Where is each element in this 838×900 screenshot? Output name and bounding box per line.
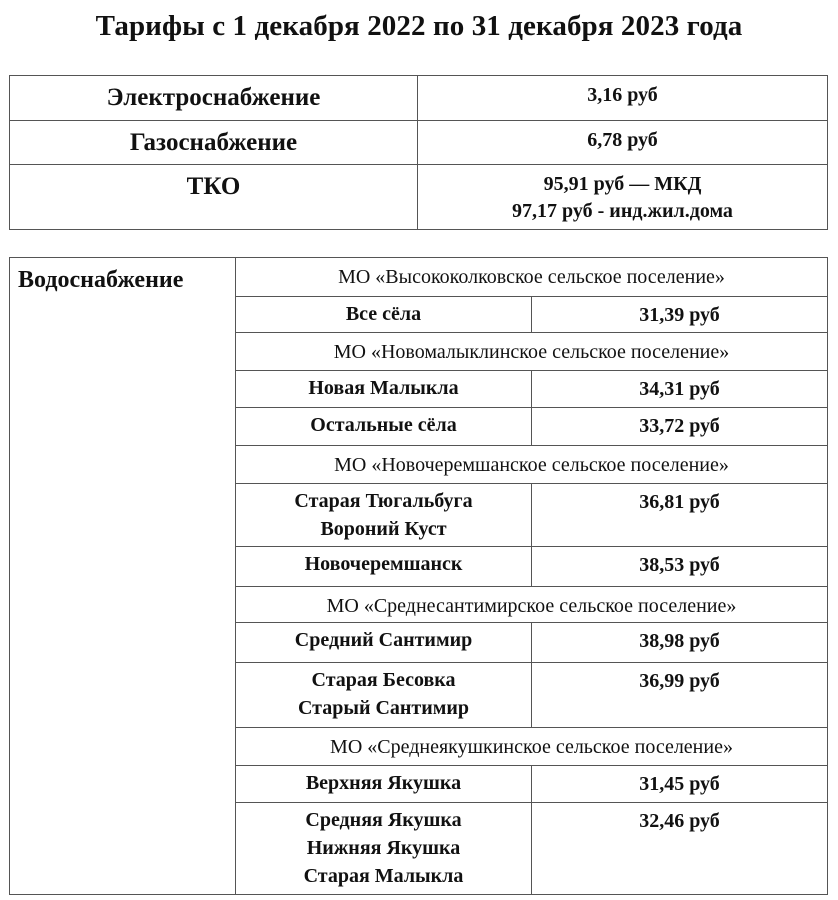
village-cell xyxy=(236,408,532,446)
price-cell: 38,53 руб xyxy=(532,547,828,587)
village-cell xyxy=(236,663,532,728)
price-cell: 36,99 руб xyxy=(532,663,828,728)
value-line: 3,16 руб xyxy=(587,84,658,106)
price-cell: 33,72 руб xyxy=(532,408,828,446)
mo-header-row xyxy=(10,258,828,297)
page-title: Тарифы с 1 декабря 2022 по 31 декабря 2023 года xyxy=(95,10,743,42)
mo-header: МО «Среднеякушкинское сельское поселение» xyxy=(236,728,828,766)
village-name: Средняя Якушка xyxy=(305,809,462,831)
water-supply-label: Водоснабжение xyxy=(10,258,236,895)
water-tariff-table xyxy=(9,257,828,895)
utility-label: Газоснабжение xyxy=(10,121,418,165)
table-row xyxy=(10,121,828,165)
village-cell xyxy=(236,803,532,895)
price-cell: 31,45 руб xyxy=(532,766,828,803)
table-row xyxy=(10,165,828,230)
utility-value xyxy=(418,76,828,121)
utility-value xyxy=(418,165,828,230)
utility-value xyxy=(418,121,828,165)
village-name: Старая Тюгальбуга xyxy=(294,490,473,512)
mo-header: МО «Новочеремшанское сельское поселение» xyxy=(236,446,828,484)
table-row xyxy=(10,76,828,121)
mo-header: МО «Новомалыклинское сельское поселение» xyxy=(236,333,828,371)
village-name: Все сёла xyxy=(345,303,422,325)
utilities-tariff-table xyxy=(9,75,828,230)
village-name: Нижняя Якушка xyxy=(306,837,461,859)
mo-header: МО «Высококолковское сельское поселение» xyxy=(236,258,828,297)
price-cell: 32,46 руб xyxy=(532,803,828,895)
village-name: Вороний Куст xyxy=(320,518,447,540)
village-name: Верхняя Якушка xyxy=(305,772,462,794)
village-cell xyxy=(236,297,532,333)
village-name: Остальные сёла xyxy=(310,414,457,436)
village-cell xyxy=(236,371,532,408)
price-cell: 38,98 руб xyxy=(532,623,828,663)
village-name: Средний Сантимир xyxy=(294,629,473,651)
village-cell xyxy=(236,484,532,547)
village-cell xyxy=(236,766,532,803)
value-line: 97,17 руб - инд.жил.дома xyxy=(512,200,733,222)
price-cell: 36,81 руб xyxy=(532,484,828,547)
value-line: 95,91 руб — МКД xyxy=(543,173,702,195)
village-cell xyxy=(236,547,532,587)
value-line: 6,78 руб xyxy=(587,129,658,151)
utility-label: ТКО xyxy=(10,165,418,230)
price-cell: 31,39 руб xyxy=(532,297,828,333)
utility-label: Электроснабжение xyxy=(10,76,418,121)
village-name: Новочеремшанск xyxy=(304,553,463,575)
village-cell xyxy=(236,623,532,663)
village-name: Новая Малыкла xyxy=(308,377,459,399)
price-cell: 34,31 руб xyxy=(532,371,828,408)
mo-header: МО «Среднесантимирское сельское поселение» xyxy=(236,587,828,623)
village-name: Старый Сантимир xyxy=(297,697,470,719)
village-name: Старая Бесовка xyxy=(311,669,456,691)
village-name: Старая Малыкла xyxy=(303,865,464,887)
